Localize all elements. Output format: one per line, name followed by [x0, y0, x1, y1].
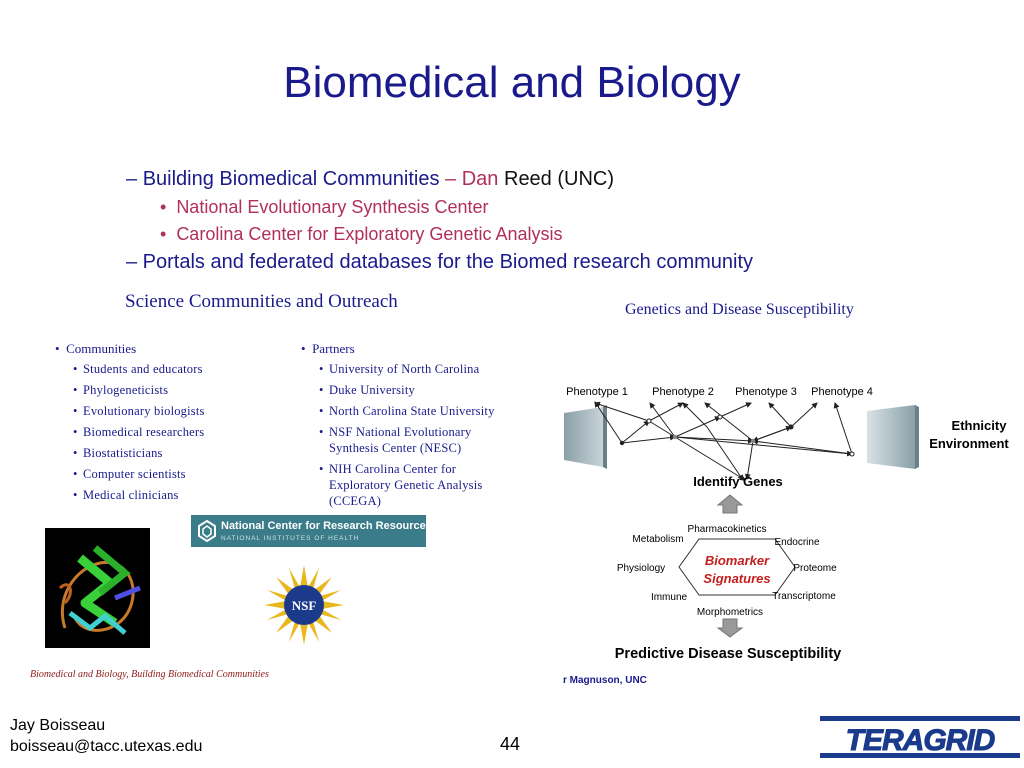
list-item: • NIH Carolina Center for Exploratory Genetic Analysis (CCEGA) [319, 461, 497, 509]
ethnicity-label: Ethnicity [951, 418, 1007, 433]
sub-bullet-nesc: • National Evolutionary Synthesis Center [160, 197, 489, 217]
list-item: • Duke University [319, 382, 521, 398]
phenotype-2-label: Phenotype 2 [652, 386, 714, 398]
slide-title: Biomedical and Biology [283, 58, 741, 107]
bullet-rest: Reed (UNC) [498, 168, 615, 190]
teragrid-text: TERAGRID [845, 724, 995, 757]
left-population-box [564, 407, 603, 467]
hex-label-pharmacokinetics: Pharmacokinetics [687, 524, 767, 535]
nsf-text: NSF [291, 598, 317, 613]
page-number: 44 [500, 734, 521, 754]
bullet-dash: – [126, 168, 143, 190]
list-item: • Evolutionary biologists [73, 403, 285, 419]
author-name: Jay Boisseau [10, 717, 106, 734]
identify-genes-label: Identify Genes [693, 474, 783, 489]
hex-label-transcriptome: Transcriptome [772, 591, 836, 602]
footer-author [10, 715, 202, 757]
list-item: • Medical clinicians [73, 487, 285, 503]
bullet-first-name: Dan [461, 168, 499, 190]
author-email: boisseau@tacc.utexas.edu [10, 738, 203, 755]
predictive-label: Predictive Disease Susceptibility [614, 646, 842, 662]
signatures-label: Signatures [703, 571, 771, 586]
partners-heading: • Partners [301, 341, 355, 356]
hex-label-proteome: Proteome [793, 563, 837, 574]
phenotype-3-label: Phenotype 3 [735, 386, 797, 398]
right-population-box [867, 405, 915, 469]
teragrid-logo [820, 715, 1020, 759]
caption: Biomedical and Biology, Building Biomedical Communities [30, 669, 269, 680]
ncrr-icon [197, 520, 217, 542]
down-arrow-icon [718, 619, 742, 637]
phenotype-4-label: Phenotype 4 [811, 386, 873, 398]
list-item: • North Carolina State University [319, 403, 521, 419]
image-credit: r Magnuson, UNC [563, 675, 647, 686]
hex-label-physiology: Physiology [616, 563, 666, 574]
communities-column [55, 341, 285, 508]
hex-label-endocrine: Endocrine [774, 537, 820, 548]
nih-title: National Center for Research Resources [221, 520, 432, 532]
genetics-panel-title: Genetics and Disease Susceptibility [625, 301, 854, 318]
up-arrow-icon [718, 495, 742, 513]
list-item: • Students and educators [73, 361, 285, 377]
hex-label-morphometrics: Morphometrics [696, 607, 764, 618]
biomarker-label: Biomarker [704, 553, 770, 568]
partners-column [301, 341, 521, 514]
nsf-logo [262, 563, 346, 647]
hex-label-immune: Immune [650, 592, 688, 603]
environment-label: Environment [929, 436, 1009, 451]
communities-heading: • Communities [55, 341, 137, 356]
list-item: • Biostatisticians [73, 445, 285, 461]
gene-phenotype-arrows [595, 402, 852, 480]
list-item: • Biomedical researchers [73, 424, 285, 440]
nih-ncrr-logo [191, 515, 432, 547]
list-item: • Computer scientists [73, 466, 285, 482]
nih-subtitle: NATIONAL INSTITUTES OF HEALTH [221, 535, 360, 542]
bullet-text: Building Biomedical Communities [142, 168, 440, 190]
genetics-diagram [555, 375, 1024, 675]
science-panel-title: Science Communities and Outreach [125, 291, 398, 312]
protein-structure-image [45, 528, 150, 648]
bullet-separator: – [439, 168, 462, 190]
list-item: • University of North Carolina [319, 361, 521, 377]
phenotype-1-label: Phenotype 1 [566, 386, 628, 398]
list-item: • Phylogeneticists [73, 382, 285, 398]
bullet-portals: – Portals and federated databases for the Biomed research community [126, 251, 754, 273]
list-item: • NSF National Evolutionary Synthesis Center (NESC) [319, 424, 489, 456]
sub-bullet-ccega: • Carolina Center for Exploratory Genetic Analysis [160, 224, 563, 244]
hex-label-metabolism: Metabolism [632, 534, 684, 545]
bullet-building-communities [126, 168, 614, 191]
